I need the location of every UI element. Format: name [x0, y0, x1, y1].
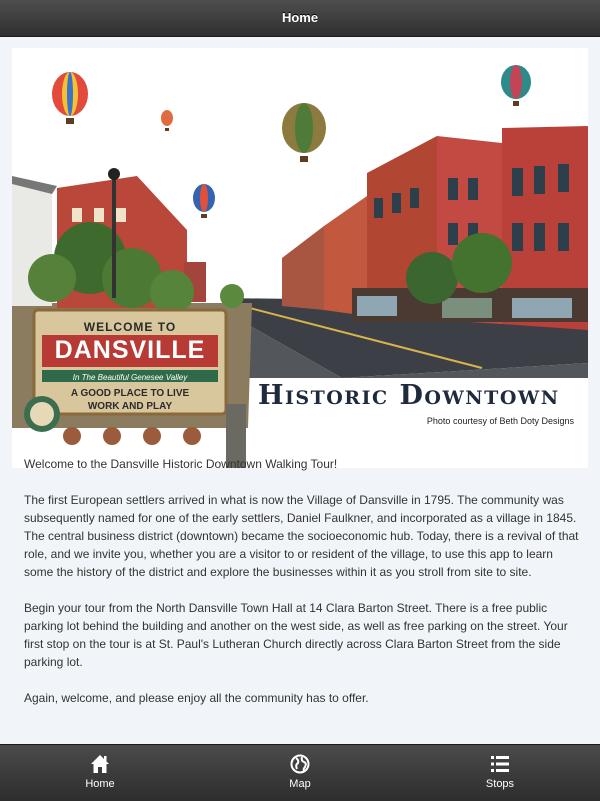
tab-stops[interactable]: [400, 745, 600, 801]
sign-slogan-line1: A GOOD PLACE TO LIVE: [70, 388, 190, 399]
balloon: [52, 72, 88, 124]
sign-subtitle: In The Beautiful Genesee Valley: [72, 373, 188, 382]
sign-town-name: DANSVILLE: [54, 336, 206, 364]
hero-title: Historic Downtown: [258, 380, 560, 411]
sign-slogan-line2: WORK AND PLAY: [87, 401, 173, 412]
intro-paragraph: Welcome to the Dansville Historic Downtown Walking Tour!: [24, 457, 338, 471]
balloon: [282, 103, 326, 162]
app-header: [0, 0, 600, 37]
page-title: Home: [281, 10, 319, 25]
home-icon: [0, 754, 200, 774]
tab-label: Map: [289, 778, 311, 790]
sign-welcome-text: WELCOME TO: [83, 320, 177, 334]
hero-image: [12, 48, 588, 468]
balloon: [501, 65, 531, 106]
photo-credit: Photo courtesy of Beth Doty Designs: [426, 416, 574, 426]
intro-paragraph: The first European settlers arrived in what is now the Village of Dansville in 1795. The community was subsequently named for one of the early settlers, Daniel Faulkner, and incorporated as a village in 1845. The central business district (downtown) became the socioeconomic hub. Today, there is a revival of that role, and we invite you, whether you are a visitor to or resident of the village, to use this app to learn some the history of the district and explore the businesses within it as you stroll from site to site.: [24, 493, 579, 579]
tab-label: Home: [85, 778, 115, 790]
tab-bar: [0, 744, 600, 801]
intro-text: [24, 455, 580, 725]
intro-paragraph: Begin your tour from the North Dansville Town Hall at 14 Clara Barton Street. There is a free public parking lot behind the building and another on the west side, as well as free parking on the street. Your first stop on the tour is at St. Paul's Lutheran Church directly across Clara Barton Street from the side parking lot.: [24, 601, 568, 669]
tab-home[interactable]: [0, 745, 200, 801]
intro-paragraph: Again, welcome, and please enjoy all the community has to offer.: [24, 691, 369, 705]
balloon: [193, 184, 215, 218]
tab-map[interactable]: [200, 745, 400, 801]
balloon: [161, 110, 173, 131]
tab-label: Stops: [485, 778, 515, 790]
main-content[interactable]: [0, 36, 600, 744]
globe-icon: [200, 754, 400, 774]
list-icon: [400, 754, 600, 774]
